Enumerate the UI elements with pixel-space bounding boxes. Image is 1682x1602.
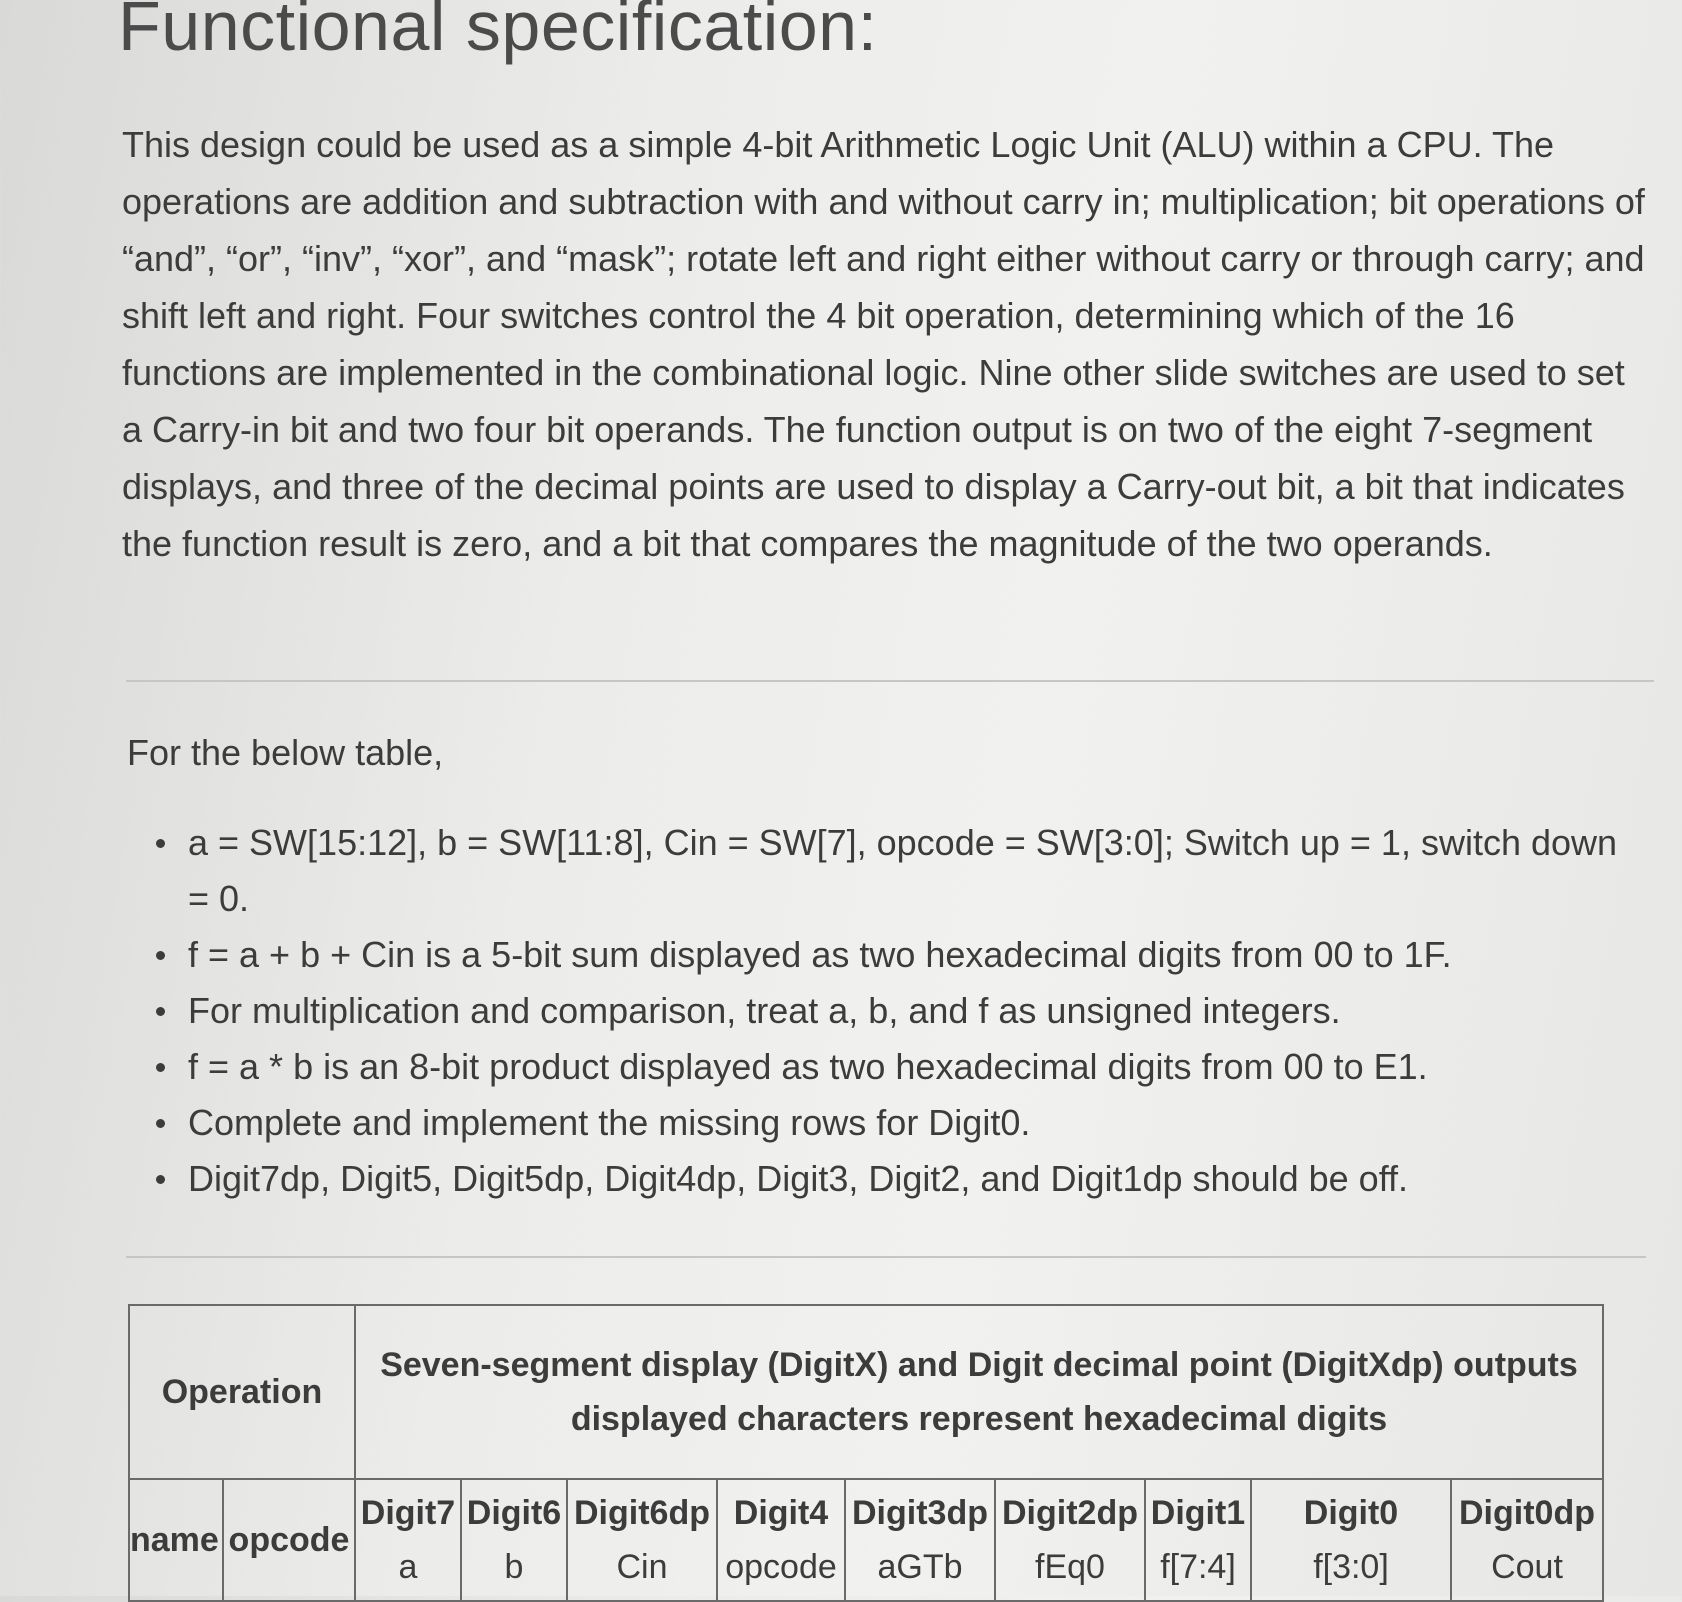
- column-header: Digit0: [1303, 1494, 1399, 1532]
- bullet-item: [150, 815, 1630, 927]
- column-header: Digit1: [1150, 1494, 1246, 1532]
- page-title: Functional specification:: [118, 0, 878, 65]
- column-digit0dp: [1451, 1479, 1603, 1601]
- column-header: Digit0dp: [1459, 1494, 1595, 1532]
- column-value: f[3:0]: [1313, 1548, 1389, 1586]
- column-value: a: [398, 1548, 418, 1586]
- column-value: Cin: [616, 1548, 668, 1586]
- column-value: b: [504, 1548, 524, 1586]
- bullet-dot: [156, 1119, 165, 1128]
- column-value: Cout: [1491, 1548, 1563, 1586]
- bullet-list: [150, 815, 1630, 1207]
- table-column-row: [129, 1479, 1603, 1601]
- bullet-item: [150, 983, 1630, 1039]
- intro-paragraph: This design could be used as a simple 4-bit Arithmetic Logic Unit (ALU) within a CPU. The operations are addition and subtraction with and without carry in; multiplication; bit operations of “and”, “or”, “inv”, “xor”, and “mask”; rotate left and right either without carry or through carry; and shift left and right. Four switches control the 4 bit operation, determining which of the 16 functions are implemented in the combinational logic. Nine other slide switches are used to set a Carry-in bit and two four bit operands. The function output is on two of the eight 7-segment displays, and three of the decimal points are used to display a Carry-out bit, a bit that indicates the function result is zero, and a bit that compares the magnitude of the two operands.: [122, 124, 1645, 564]
- column-value: opcode: [725, 1548, 837, 1586]
- segment-header-line1: Seven-segment display (DigitX) and Digit decimal point (DigitXdp) outputs: [380, 1346, 1578, 1384]
- table-lead-text: For the below table,: [127, 732, 444, 773]
- column-opcode: [223, 1479, 355, 1601]
- column-digit1: [1145, 1479, 1251, 1601]
- bullet-dot: [156, 1007, 165, 1016]
- bullet-dot: [156, 839, 165, 848]
- column-digit0: [1251, 1479, 1451, 1601]
- column-header: Digit3dp: [852, 1494, 988, 1532]
- spec-table: [128, 1304, 1604, 1602]
- segment-header-line2: displayed characters represent hexadecimal digits: [570, 1400, 1388, 1438]
- column-header: Digit2dp: [1002, 1494, 1138, 1532]
- bullet-item: [150, 1151, 1630, 1207]
- operation-header: Operation: [129, 1305, 355, 1479]
- column-header: Digit6: [466, 1494, 562, 1532]
- bullet-text: f = a * b is an 8-bit product displayed as two hexadecimal digits from 00 to E1.: [188, 1046, 1428, 1087]
- column-header: Digit4: [733, 1494, 829, 1532]
- bullet-item: [150, 1039, 1630, 1095]
- bullet-item: [150, 1095, 1630, 1151]
- bullet-text: a = SW[15:12], b = SW[11:8], Cin = SW[7], opcode = SW[3:0]; Switch up = 1, switch down = 0.: [188, 822, 1618, 919]
- table-header-row: [129, 1305, 1603, 1479]
- column-header: Digit7: [360, 1494, 456, 1532]
- segment-header: [355, 1305, 1603, 1479]
- column-header: opcode: [228, 1521, 350, 1559]
- column-digit4: [717, 1479, 845, 1601]
- column-digit7: [355, 1479, 461, 1601]
- bullet-text: Digit7dp, Digit5, Digit5dp, Digit4dp, Digit3, Digit2, and Digit1dp should be off.: [188, 1158, 1409, 1199]
- bullet-item: [150, 927, 1630, 983]
- column-digit2dp: [995, 1479, 1145, 1601]
- divider: [126, 1256, 1646, 1258]
- bullet-text: f = a + b + Cin is a 5-bit sum displayed as two hexadecimal digits from 00 to 1F.: [188, 934, 1452, 975]
- column-value: fEq0: [1035, 1548, 1105, 1586]
- name-header: name: [129, 1479, 223, 1601]
- column-digit6dp: [567, 1479, 717, 1601]
- column-value: f[7:4]: [1160, 1548, 1236, 1586]
- divider: [126, 680, 1654, 682]
- bullet-text: For multiplication and comparison, treat a, b, and f as unsigned integers.: [188, 990, 1341, 1031]
- column-header: Digit6dp: [574, 1494, 710, 1532]
- bullet-dot: [156, 1175, 165, 1184]
- column-digit3dp: [845, 1479, 995, 1601]
- bullet-text: Complete and implement the missing rows for Digit0.: [188, 1102, 1031, 1143]
- column-digit6: [461, 1479, 567, 1601]
- column-value: aGTb: [877, 1548, 963, 1586]
- bullet-dot: [156, 951, 165, 960]
- bullet-dot: [156, 1063, 165, 1072]
